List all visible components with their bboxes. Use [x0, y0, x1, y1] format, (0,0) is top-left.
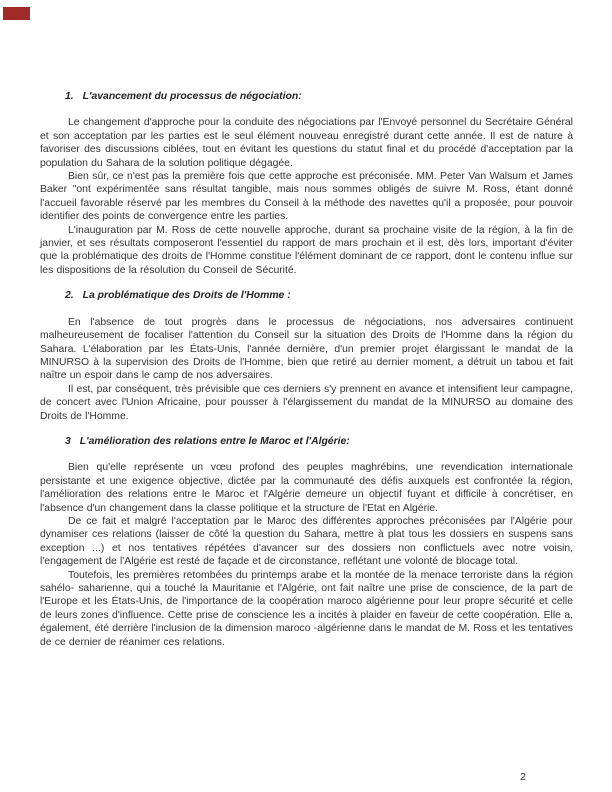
- paragraph: Il est, par conséquent, très prévisible que ces derniers s'y prennent en avance et intensifient leur campagne, de concert avec l'Union Africaine, pour pousser à l'élargissement du mandat de la MINURSO au domaine des Droits de l'Homme.: [40, 383, 573, 422]
- paragraph: Bien sûr, ce n'est pas la première fois que cette approche est préconisée. MM. Peter Van Walsum et James Baker "ont expérimentée sans résultat tangible, mais nous sommes obligés de suivre M. Ross, étant donné l'accueil favorable réservé par les membres du Conseil à la méthode des navettes qu'il a proposée, pour pouvoir identifier des points de convergence entre les parties.: [40, 171, 573, 223]
- paragraph: Toutefois, les premières retombées du printemps arabe et la montée de la menace terroriste dans la région sahélo- saharienne, qui a touché la Mauritanie et l'Algérie, ont fait naître une prise de conscience, de la part de l'Europe et les États-Unis, de l'importance de la coopération maroco algérienne pour leur propre sécurité et celle de leurs zones d'influence. Cette prise de conscience les a incités à plaider en faveur de cette coopération. Elle a, également, été derrière l'inclusion de la dimension maroco -algérienne dans le mandat de M. Ross et les tentatives de ce dernier de réanimer ces relations.: [40, 569, 573, 648]
- section-number: 3: [65, 435, 71, 447]
- page-number: 2: [520, 771, 526, 783]
- paragraph: Bien qu'elle représente un vœu profond des peuples maghrébins, une revendication internationale persistante et une exigence objective, dictée par la communauté des défis auxquels est confrontée la région, l'amélioration des relations entre le Maroc et l'Algérie demeure un objectif fuyant et difficile à concrétiser, en l'absence d'un changement dans la classe politique et la structure de l'Etat en Algérie.: [40, 462, 573, 514]
- paragraph: De ce fait et malgré l'acceptation par le Maroc des différentes approches préconisées par l'Algérie pour dynamiser ces relations (laisser de côté la question du Sahara, mettre à plat tous les dossiers en suspens sans exception ...) et nos tentatives répétées d'avancer sur des dossiers non conflictuels avec notre voisin, l'engagement de l'Algérie est resté de façade et de circonstance, reflétant une volonté de blocage total.: [40, 515, 573, 568]
- section-title: L'amélioration des relations entre le Maroc et l'Algérie:: [79, 435, 350, 447]
- paragraph: Le changement d'approche pour la conduite des négociations par l'Envoyé personnel du Secrétaire Général et son acceptation par les parties est le seul élément nouveau enregistré durant cette année. Il est de nature à favoriser des discussions ciblées, tout en évitant les questions du statut final et du procédé d'acceptation par la population du Sahara de la solution politique dégagée.: [40, 117, 573, 169]
- section-morocco-algeria-relations: [40, 435, 573, 649]
- section-number: 2.: [65, 290, 74, 302]
- section-human-rights: [40, 289, 573, 423]
- section-title: L'avancement du processus de négociation:: [82, 91, 302, 102]
- section-negotiation-process: [40, 90, 573, 277]
- document-content: [40, 90, 573, 649]
- paragraph: L'inauguration par M. Ross de cette nouvelle approche, durant sa prochaine visite de la région, à la fin de janvier, et ses résultats composeront l'essentiel du rapport de mars prochain et il est, dès lors, important d'éviter que la problématique des droits de l'Homme constitue l'élément dominant de ce rapport, dont le contenu influe sur les dispositions de la résolution du Conseil de Sécurité.: [40, 224, 573, 276]
- section-heading: [65, 289, 573, 302]
- paragraph: En l'absence de tout progrès dans le processus de négociations, nos adversaires continuent malheureusement de focaliser l'attention du Conseil sur la situation des Droits de l'Homme dans la région du Sahara. L'élaboration par les États-Unis, l'année dernière, d'un premier projet élargissant le mandat de la MINURSO à la supervision des Droits de l'Homme, bien que retiré au dernier moment, a détruit un tabou et fait naître un espoir dans le camp de nos adversaires.: [40, 316, 573, 382]
- section-heading: [65, 90, 573, 103]
- red-corner-mark: [3, 7, 30, 20]
- section-number: 1.: [65, 91, 74, 102]
- section-title: La problématique des Droits de l'Homme :: [82, 290, 291, 302]
- section-heading: [65, 435, 573, 448]
